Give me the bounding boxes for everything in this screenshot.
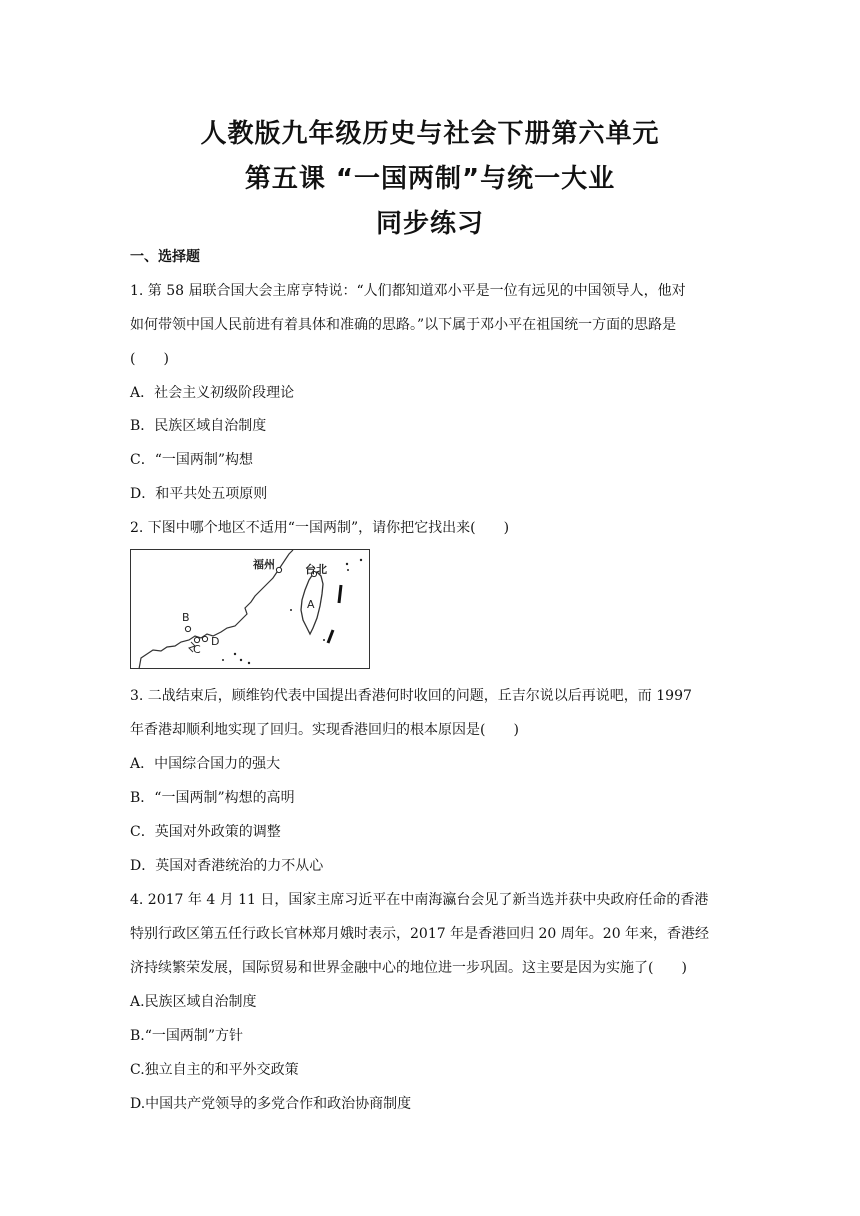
- q2-stem-line-1: 2. 下图中哪个地区不适用“一国两制”，请你把它找出来( ): [130, 520, 510, 536]
- map-label-fuzhou: 福州: [253, 558, 275, 571]
- q3-option-b[interactable]: B．“一国两制”构想的高明: [130, 790, 295, 806]
- map-label-a: A: [307, 598, 315, 611]
- q4-option-a[interactable]: A.民族区域自治制度: [130, 994, 257, 1010]
- map-label-b: B: [182, 611, 190, 624]
- q3-option-d[interactable]: D．英国对香港统治的力不从心: [130, 858, 324, 874]
- map-drawing: [131, 550, 371, 670]
- q1-stem-line-1: 1. 第 58 届联合国大会主席亨特说：“人们都知道邓小平是一位有远见的中国领导人，他对: [130, 283, 686, 299]
- q3-option-c[interactable]: C．英国对外政策的调整: [130, 824, 281, 840]
- q1-option-c[interactable]: C．“一国两制”构想: [130, 452, 254, 468]
- q1-option-d[interactable]: D．和平共处五项原则: [130, 486, 268, 502]
- page-title-line-2: 第五课 “一国两制”与统一大业: [244, 164, 616, 194]
- q1-option-b[interactable]: B．民族区域自治制度: [130, 418, 267, 434]
- q4-stem-line-2: 特别行政区第五任行政长官林郑月娥时表示，2017 年是香港回归 20 周年。20 年来，香港经: [130, 926, 710, 942]
- map-label-c: C: [193, 643, 201, 656]
- q4-option-c[interactable]: C.独立自主的和平外交政策: [130, 1062, 299, 1078]
- map-label-d: D: [211, 635, 220, 648]
- page-title-line-3: 同步练习: [375, 209, 484, 239]
- q4-stem-line-3: 济持续繁荣发展，国际贸易和世界金融中心的地位进一步巩固。这主要是因为实施了( ): [130, 960, 687, 976]
- q3-option-a[interactable]: A．中国综合国力的强大: [130, 756, 281, 772]
- coastal-map: [130, 549, 370, 669]
- q4-stem-line-1: 4. 2017 年 4 月 11 日，国家主席习近平在中南海瀛台会见了新当选并获中央政府任命的香港: [130, 892, 709, 908]
- q4-option-d[interactable]: D.中国共产党领导的多党合作和政治协商制度: [130, 1096, 412, 1112]
- point-c-marker: [194, 637, 199, 642]
- map-label-taipei: 台北: [305, 563, 327, 576]
- page-title-line-1: 人教版九年级历史与社会下册第六单元: [200, 119, 660, 149]
- q3-stem-line-2: 年香港却顺利地实现了回归。实现香港回归的根本原因是( ): [130, 722, 519, 738]
- point-b-marker: [185, 626, 190, 631]
- q1-option-a[interactable]: A．社会主义初级阶段理论: [130, 385, 295, 401]
- q1-stem-line-2: 如何带领中国人民前进有着具体和准确的思路。”以下属于邓小平在祖国统一方面的思路是: [130, 317, 677, 333]
- point-d-marker: [202, 636, 207, 641]
- q4-option-b[interactable]: B.“一国两制”方针: [130, 1028, 244, 1044]
- fuzhou-marker: [276, 567, 281, 572]
- q3-stem-line-1: 3. 二战结束后，顾维钧代表中国提出香港何时收回的问题，丘吉尔说以后再说吧，而 1997: [130, 688, 692, 704]
- q1-answer-blank: ( ): [130, 351, 169, 367]
- section-heading: 一、选择题: [130, 249, 200, 265]
